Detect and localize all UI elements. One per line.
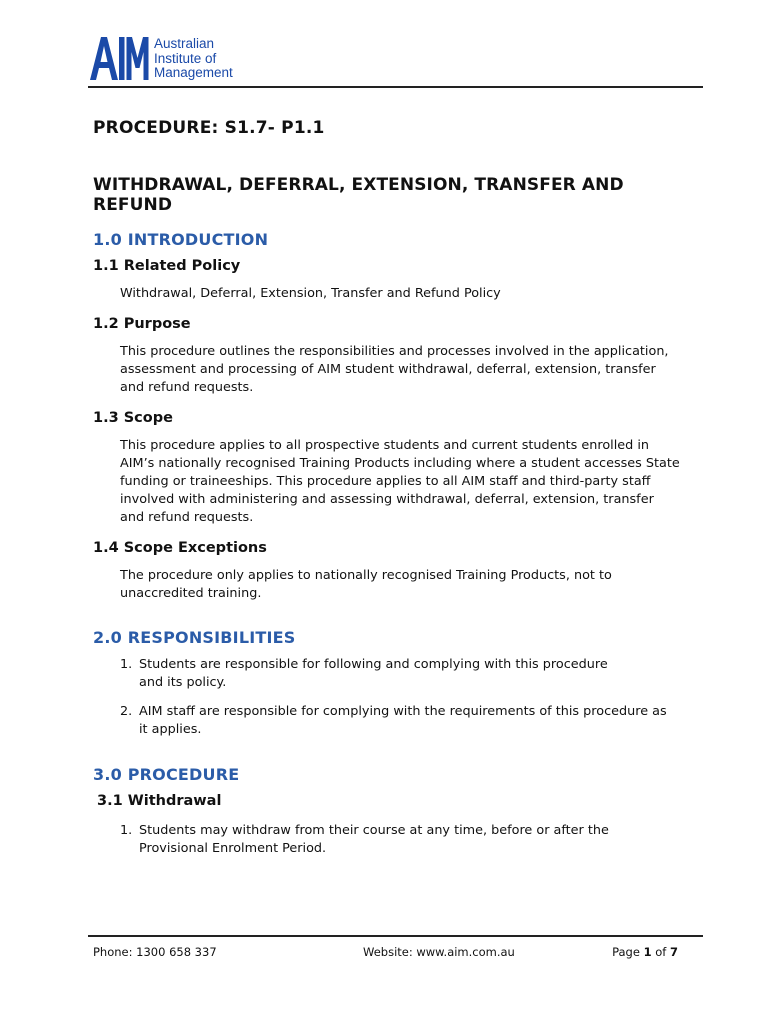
text-line: assessment and processing of AIM student withdrawal, deferral, extension, transfer <box>120 362 656 377</box>
text-line: Students may withdraw from their course at any time, before or after the <box>139 823 609 838</box>
subsection-heading-related-policy: 1.1 Related Policy <box>93 258 241 274</box>
list-item <box>93 822 693 858</box>
list-item <box>93 656 693 692</box>
subsection-heading-scope: 1.3 Scope <box>93 410 173 426</box>
text-line: Provisional Enrolment Period. <box>139 841 327 856</box>
scope-paragraph <box>93 437 693 527</box>
page-total: 7 <box>669 945 678 959</box>
header-divider <box>88 86 703 88</box>
text-line: it applies. <box>139 722 202 737</box>
section-heading-introduction: 1.0 INTRODUCTION <box>93 230 269 249</box>
section-heading-responsibilities: 2.0 RESPONSIBILITIES <box>93 628 296 647</box>
text-line: The procedure only applies to nationally recognised Training Products, not to <box>120 568 612 583</box>
scope-exceptions-paragraph <box>93 567 693 603</box>
text-line: and refund requests. <box>120 510 254 525</box>
list-item <box>93 703 693 739</box>
logo-line: Management <box>154 65 233 80</box>
text-line: AIM’s nationally recognised Training Products including where a student accesses State <box>120 456 680 471</box>
list-item-number: 1. <box>120 823 133 838</box>
related-policy-text: Withdrawal, Deferral, Extension, Transfer and Refund Policy <box>120 286 501 301</box>
text-line: and refund requests. <box>120 380 254 395</box>
subsection-heading-scope-exceptions: 1.4 Scope Exceptions <box>93 540 267 556</box>
page-prefix: Page <box>612 945 640 959</box>
text-line: involved with administering and assessing withdrawal, deferral, extension, transfer <box>120 492 654 507</box>
footer-divider <box>88 935 703 937</box>
page-header <box>88 34 703 86</box>
document-title: WITHDRAWAL, DEFERRAL, EXTENSION, TRANSFER AND REFUND <box>93 175 624 215</box>
logo-line: Australian <box>154 36 215 51</box>
footer-website: Website: www.aim.com.au <box>363 945 515 959</box>
text-line: AIM staff are responsible for complying with the requirements of this procedure as <box>139 704 667 719</box>
page-of: of <box>655 945 667 959</box>
subsection-heading-withdrawal: 3.1 Withdrawal <box>97 793 222 809</box>
text-line: This procedure applies to all prospective students and current students enrolled in <box>120 438 649 453</box>
text-line: funding or traineeships. This procedure applies to all AIM staff and third-party staff <box>120 474 651 489</box>
purpose-paragraph <box>93 343 693 397</box>
logo-line: Institute of <box>154 50 217 66</box>
page-current: 1 <box>643 945 652 959</box>
subsection-heading-purpose: 1.2 Purpose <box>93 316 191 332</box>
list-item-number: 2. <box>120 704 133 719</box>
text-line: This procedure outlines the responsibilities and processes involved in the application, <box>120 344 669 359</box>
text-line: Students are responsible for following and complying with this procedure <box>139 657 608 672</box>
document-body <box>93 118 693 858</box>
aim-logo-icon <box>88 34 150 82</box>
footer-phone: Phone: 1300 658 337 <box>93 945 217 959</box>
list-item-number: 1. <box>120 657 133 672</box>
procedure-title: PROCEDURE: S1.7- P1.1 <box>93 118 325 138</box>
text-line: unaccredited training. <box>120 586 262 601</box>
text-line: and its policy. <box>139 675 227 690</box>
withdrawal-list <box>93 822 693 858</box>
footer-page-number <box>612 945 678 959</box>
logo-wordmark <box>154 37 233 81</box>
section-heading-procedure: 3.0 PROCEDURE <box>93 765 240 784</box>
responsibilities-list <box>93 656 693 739</box>
